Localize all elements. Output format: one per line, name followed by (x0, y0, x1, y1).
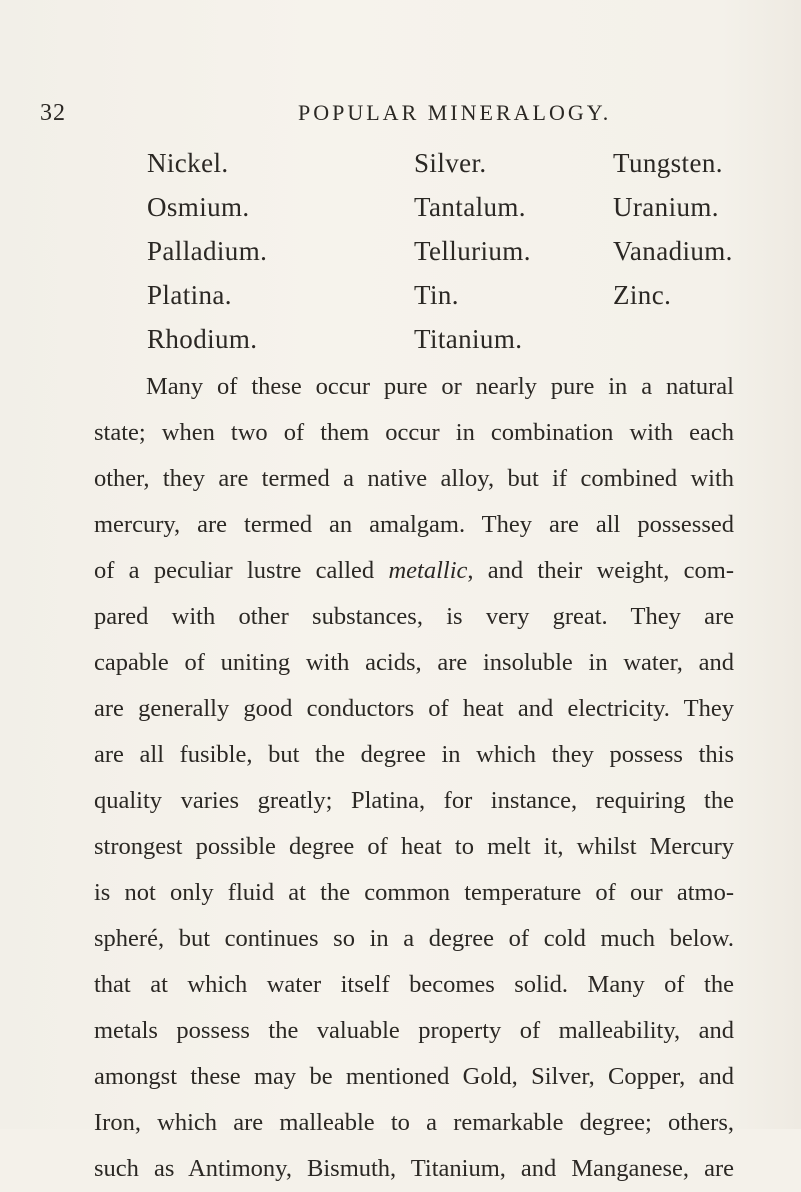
element-name: Uranium. (613, 192, 719, 222)
italic-term: metallic (388, 557, 468, 584)
elements-row (0, 280, 801, 324)
text-line: other, they are termed a native alloy, but if combined with (94, 465, 734, 492)
text-line: pared with other substances, is very great. They are (94, 603, 734, 630)
running-title: POPULAR MINERALOGY. (298, 100, 612, 125)
text-line: strongest possible degree of heat to melt it, whilst Mercury (94, 833, 734, 860)
element-name: Palladium. (147, 236, 268, 266)
text-line: quality varies greatly; Platina, for instance, requiring the (94, 787, 734, 814)
element-name: Tantalum. (414, 192, 526, 222)
element-name: Titanium. (414, 324, 523, 354)
element-name: Silver. (414, 148, 487, 178)
element-name: Vanadium. (613, 236, 733, 266)
text-line: are all fusible, but the degree in which they possess this (94, 741, 734, 768)
text-line: state; when two of them occur in combination with each (94, 419, 734, 446)
text-line: that at which water itself becomes solid. Many of the (94, 971, 734, 998)
element-name: Zinc. (613, 280, 672, 310)
elements-row (0, 324, 801, 368)
text-fragment: of a peculiar lustre called (94, 557, 375, 584)
text-fragment: , and their weight, com- (467, 557, 735, 584)
text-line: such as Antimony, Bismuth, Titanium, and Manganese, are (94, 1155, 734, 1182)
text-line: is not only fluid at the common temperature of our atmo- (94, 879, 734, 906)
element-name: Tellurium. (414, 236, 531, 266)
page-number: 32 (40, 100, 66, 126)
elements-row (0, 236, 801, 280)
page-header (40, 100, 760, 140)
text-line: are generally good conductors of heat and electricity. They (94, 695, 734, 722)
element-name: Osmium. (147, 192, 250, 222)
text-line: capable of uniting with acids, are insoluble in water, and (94, 649, 734, 676)
element-name: Tungsten. (613, 148, 723, 178)
text-line: spheré, but continues so in a degree of cold much below. (94, 925, 734, 952)
elements-row (0, 148, 801, 192)
element-name: Tin. (414, 280, 459, 310)
elements-row (0, 192, 801, 236)
text-line: metals possess the valuable property of malleability, and (94, 1017, 734, 1044)
element-name: Nickel. (147, 148, 229, 178)
elements-list (0, 148, 801, 368)
text-line: Many of these occur pure or nearly pure in a natural (146, 373, 734, 400)
text-line: amongst these may be mentioned Gold, Silver, Copper, and (94, 1063, 734, 1090)
text-line: mercury, are termed an amalgam. They are all possessed (94, 511, 734, 538)
element-name: Platina. (147, 280, 232, 310)
element-name: Rhodium. (147, 324, 258, 354)
text-line (94, 548, 734, 594)
text-line: Iron, which are malleable to a remarkable degree; others, (94, 1109, 734, 1136)
